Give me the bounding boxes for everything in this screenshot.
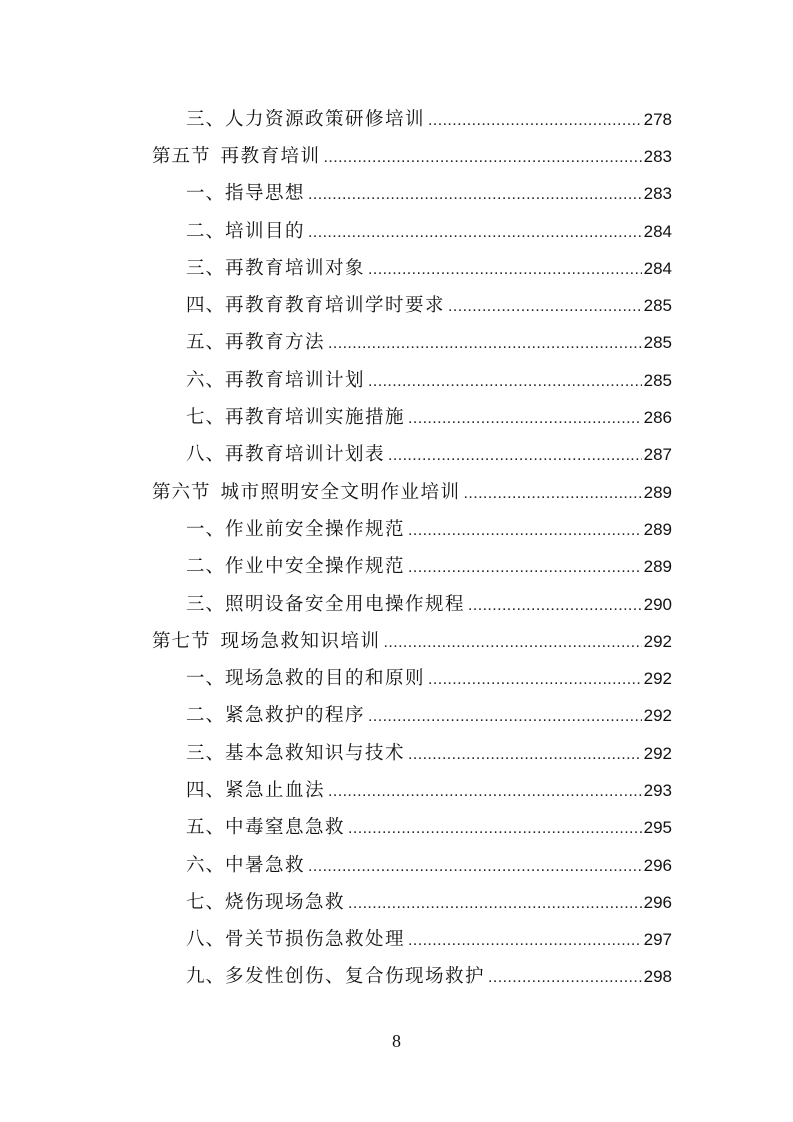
toc-dot-leader xyxy=(308,857,642,877)
toc-entry-number: 八、 xyxy=(186,929,226,951)
toc-subsection-entry[interactable] xyxy=(0,584,793,621)
toc-entry-number: 一、 xyxy=(186,668,226,690)
toc-entry-page: 286 xyxy=(643,408,672,428)
toc-subsection-entry[interactable] xyxy=(0,435,793,472)
toc-dot-leader xyxy=(348,894,642,914)
toc-entry-title: 照明设备安全用电操作规程 xyxy=(225,593,466,615)
toc-entry-title: 紧急救护的程序 xyxy=(225,705,366,727)
toc-subsection-entry[interactable] xyxy=(0,547,793,584)
toc-entry-number: 五、 xyxy=(186,332,226,354)
toc-subsection-entry[interactable] xyxy=(0,658,793,695)
toc-subsection-entry[interactable] xyxy=(0,509,793,546)
toc-entry-title: 人力资源政策研修培训 xyxy=(225,108,426,130)
toc-entry-title: 指导思想 xyxy=(225,183,306,205)
toc-entry-number: 四、 xyxy=(186,779,226,801)
toc-entry-title: 现场急救的目的和原则 xyxy=(225,668,426,690)
toc-subsection-entry[interactable] xyxy=(0,882,793,919)
toc-entry-number: 一、 xyxy=(186,183,226,205)
toc-subsection-entry[interactable] xyxy=(0,211,793,248)
toc-entry-page: 295 xyxy=(643,818,672,838)
toc-entry-number: 三、 xyxy=(186,108,226,130)
toc-entry-number: 第七节 xyxy=(152,630,211,652)
toc-entry-page: 292 xyxy=(643,631,672,651)
toc-dot-leader xyxy=(408,745,642,765)
toc-dot-leader xyxy=(368,260,642,280)
toc-dot-leader xyxy=(464,484,642,504)
toc-entry-page: 292 xyxy=(643,743,672,763)
toc-entry-title: 再教育培训实施措施 xyxy=(225,407,406,429)
toc-entry-title: 现场急救知识培训 xyxy=(220,630,381,652)
toc-subsection-entry[interactable] xyxy=(0,808,793,845)
toc-entry-page: 289 xyxy=(643,482,672,502)
toc-entry-number: 一、 xyxy=(186,518,226,540)
toc-entry-title: 城市照明安全文明作业培训 xyxy=(220,481,461,503)
toc-dot-leader xyxy=(428,111,642,131)
toc-subsection-entry[interactable] xyxy=(0,174,793,211)
toc-entry-number: 五、 xyxy=(186,817,226,839)
page-number: 8 xyxy=(392,1031,401,1051)
toc-section-entry[interactable] xyxy=(0,621,793,658)
toc-section-entry[interactable] xyxy=(0,472,793,509)
toc-dot-leader xyxy=(348,819,642,839)
toc-entry-title: 再教育培训计划表 xyxy=(225,444,386,466)
toc-subsection-entry[interactable] xyxy=(0,360,793,397)
toc-entry-title: 中毒窒息急救 xyxy=(225,817,346,839)
toc-entry-page: 296 xyxy=(643,855,672,875)
toc-entry-title: 作业中安全操作规范 xyxy=(225,556,406,578)
toc-entry-page: 289 xyxy=(643,557,672,577)
toc-dot-leader xyxy=(408,931,642,951)
table-of-contents xyxy=(0,99,793,994)
toc-entry-title: 再教育培训 xyxy=(220,145,321,167)
toc-entry-number: 六、 xyxy=(186,369,226,391)
toc-entry-number: 第六节 xyxy=(152,481,211,503)
toc-entry-title: 再教育培训对象 xyxy=(225,257,366,279)
toc-entry-number: 二、 xyxy=(186,705,226,727)
toc-subsection-entry[interactable] xyxy=(0,845,793,882)
toc-entry-number: 六、 xyxy=(186,854,226,876)
toc-subsection-entry[interactable] xyxy=(0,323,793,360)
toc-entry-number: 三、 xyxy=(186,257,226,279)
toc-entry-page: 283 xyxy=(643,146,672,166)
toc-subsection-entry[interactable] xyxy=(0,770,793,807)
toc-entry-title: 再教育教育培训学时要求 xyxy=(225,295,446,317)
toc-entry-title: 再教育培训计划 xyxy=(225,369,366,391)
toc-entry-number: 二、 xyxy=(186,220,226,242)
toc-entry-page: 285 xyxy=(643,333,672,353)
toc-entry-title: 紧急止血法 xyxy=(225,779,326,801)
toc-subsection-entry[interactable] xyxy=(0,99,793,136)
toc-entry-number: 四、 xyxy=(186,295,226,317)
toc-entry-title: 烧伤现场急救 xyxy=(225,891,346,913)
toc-entry-number: 九、 xyxy=(186,966,226,988)
toc-entry-page: 285 xyxy=(643,296,672,316)
toc-entry-page: 285 xyxy=(643,370,672,390)
toc-entry-number: 七、 xyxy=(186,891,226,913)
toc-entry-title: 基本急救知识与技术 xyxy=(225,742,406,764)
toc-entry-page: 292 xyxy=(643,669,672,689)
toc-dot-leader xyxy=(328,334,642,354)
toc-dot-leader xyxy=(488,968,642,988)
toc-dot-leader xyxy=(408,521,642,541)
toc-entry-page: 283 xyxy=(643,184,672,204)
toc-dot-leader xyxy=(368,372,642,392)
toc-entry-number: 二、 xyxy=(186,556,226,578)
toc-dot-leader xyxy=(368,707,642,727)
toc-dot-leader xyxy=(448,297,642,317)
toc-entry-page: 292 xyxy=(643,706,672,726)
toc-entry-page: 296 xyxy=(643,892,672,912)
toc-entry-number: 三、 xyxy=(186,593,226,615)
toc-entry-number: 七、 xyxy=(186,407,226,429)
toc-entry-page: 298 xyxy=(643,967,672,987)
toc-entry-number: 八、 xyxy=(186,444,226,466)
toc-dot-leader xyxy=(408,409,642,429)
toc-subsection-entry[interactable] xyxy=(0,957,793,994)
toc-dot-leader xyxy=(308,223,642,243)
toc-dot-leader xyxy=(408,558,642,578)
toc-entry-title: 再教育方法 xyxy=(225,332,326,354)
toc-entry-page: 287 xyxy=(643,445,672,465)
toc-entry-number: 第五节 xyxy=(152,145,211,167)
toc-section-entry[interactable] xyxy=(0,136,793,173)
toc-dot-leader xyxy=(388,446,642,466)
toc-entry-page: 297 xyxy=(643,930,672,950)
toc-dot-leader xyxy=(328,782,642,802)
toc-subsection-entry[interactable] xyxy=(0,920,793,957)
toc-dot-leader xyxy=(324,148,642,168)
toc-entry-title: 骨关节损伤急救处理 xyxy=(225,929,406,951)
toc-entry-number: 三、 xyxy=(186,742,226,764)
toc-entry-title: 培训目的 xyxy=(225,220,306,242)
toc-entry-page: 278 xyxy=(643,109,672,129)
toc-subsection-entry[interactable] xyxy=(0,397,793,434)
toc-entry-page: 293 xyxy=(643,780,672,800)
toc-dot-leader xyxy=(384,633,642,653)
toc-subsection-entry[interactable] xyxy=(0,285,793,322)
toc-entry-page: 290 xyxy=(643,594,672,614)
toc-subsection-entry[interactable] xyxy=(0,248,793,285)
toc-entry-title: 作业前安全操作规范 xyxy=(225,518,406,540)
toc-entry-page: 289 xyxy=(643,519,672,539)
toc-subsection-entry[interactable] xyxy=(0,733,793,770)
toc-entry-title: 多发性创伤、复合伤现场救护 xyxy=(225,966,486,988)
toc-entry-page: 284 xyxy=(643,221,672,241)
toc-subsection-entry[interactable] xyxy=(0,696,793,733)
toc-dot-leader xyxy=(428,670,642,690)
toc-entry-page: 284 xyxy=(643,258,672,278)
toc-dot-leader xyxy=(308,185,642,205)
toc-entry-title: 中暑急救 xyxy=(225,854,306,876)
toc-dot-leader xyxy=(468,596,642,616)
